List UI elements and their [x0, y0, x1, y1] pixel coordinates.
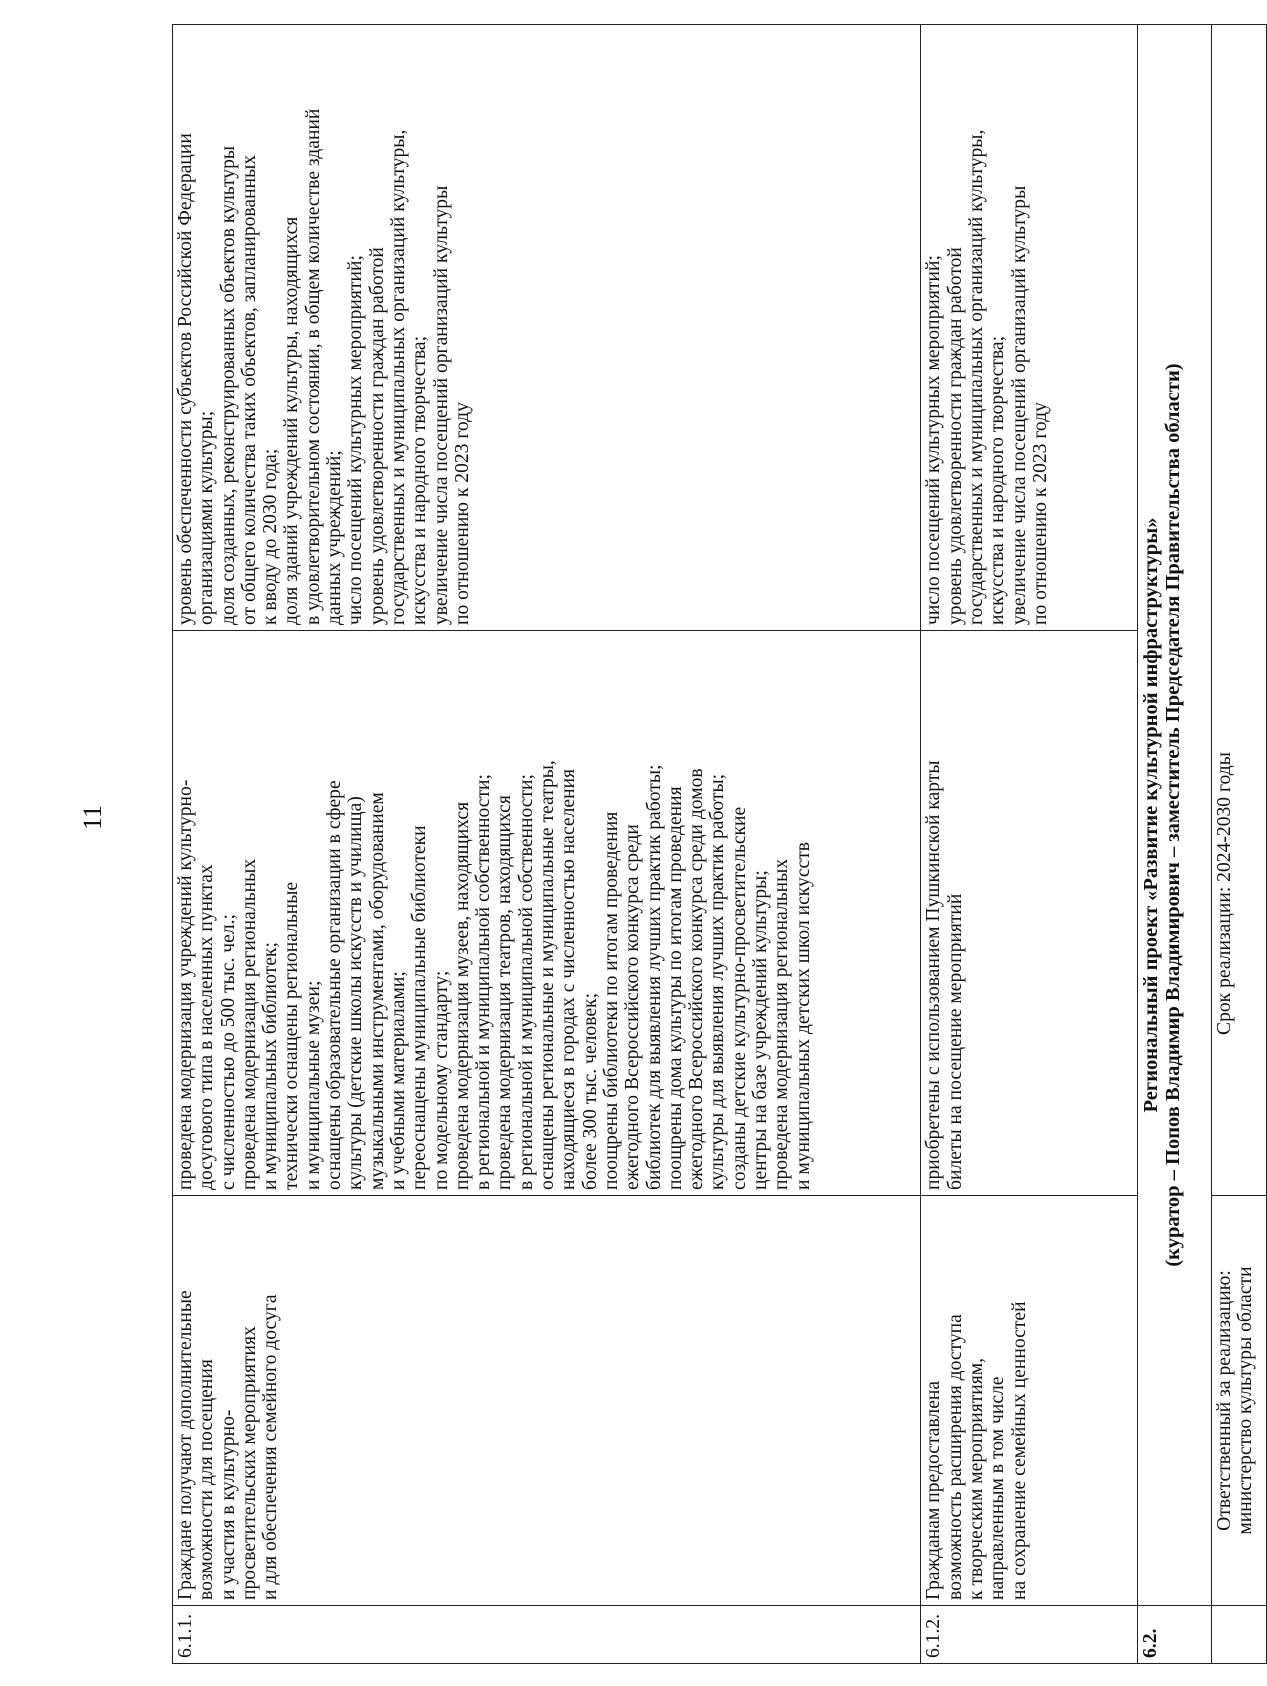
indicator-line: государственных и муниципальных организаций культуры,: [965, 129, 987, 625]
result-line: к творческим мероприятиям,: [965, 1357, 987, 1600]
indicator-line: организациями культуры;: [196, 410, 218, 625]
activity-line: технически оснащены региональные: [281, 881, 303, 1190]
activity-line: ежегодного Всероссийского конкурса среди: [622, 824, 644, 1190]
indicator-line: государственных и муниципальных организаций культуры,: [387, 129, 409, 625]
activity-line: проведена модернизация музеев, находящихся: [451, 801, 473, 1190]
responsible-value: министерство культуры области: [1235, 1266, 1257, 1535]
project-row: [1137, 25, 1211, 1664]
result-cell: [173, 1196, 921, 1606]
activity-line: более 300 тыс. человек;: [579, 992, 601, 1190]
activity-line: созданы детские культурно-просветительские: [728, 806, 750, 1190]
indicators-cell: [921, 25, 1137, 631]
activity-line: культуры для выявления лучших практик работы;: [707, 773, 729, 1190]
activity-line: досугового типа в населенных пунктах: [196, 864, 218, 1190]
project-title: [1137, 25, 1211, 1606]
result-line: возможности для посещения: [196, 1359, 218, 1600]
indicator-line: увеличение числа посещений организаций культуры: [430, 185, 452, 625]
activity-line: библиотек для выявления лучших практик работы;: [643, 764, 665, 1190]
result-line: Гражданам предоставлена: [923, 1380, 945, 1600]
activities-cell: [173, 631, 921, 1196]
term-cell: [1212, 25, 1267, 1196]
activities-cell: [921, 631, 1137, 1196]
result-cell: [921, 1196, 1137, 1606]
indicator-line: увеличение числа посещений организаций культуры: [1008, 185, 1030, 625]
activity-line: с численностью до 500 тыс. чел.;: [217, 914, 239, 1190]
activity-line: и учебными материалами;: [387, 971, 409, 1190]
activity-line: в региональной и муниципальной собственности;: [515, 774, 537, 1190]
activity-line: приобретены с использованием Пушкинской карты: [923, 760, 945, 1190]
responsible-label: Ответственный за реализацию:: [1214, 1270, 1236, 1531]
activity-line: поощрены библиотеки по итогам проведения: [600, 811, 622, 1190]
activity-line: музыкальными инструментами, оборудованием: [366, 792, 388, 1190]
empty-cell: [1212, 1606, 1267, 1664]
activity-line: центры на базе учреждений культуры;: [750, 870, 772, 1190]
result-line: просветительских мероприятиях: [238, 1326, 260, 1600]
activity-line: ежегодного Всероссийского конкурса среди домов: [686, 768, 708, 1190]
row-number: 6.1.2.: [921, 1606, 1137, 1664]
activity-line: проведена модернизация учреждений культурно-: [175, 779, 196, 1190]
indicator-line: данных учреждений;: [324, 450, 346, 625]
project-title-line: Региональный проект «Развитие культурной инфраструктуры»: [1139, 517, 1162, 1113]
result-line: на сохранение семейных ценностей: [1008, 1301, 1030, 1600]
activity-line: поощрены дома культуры по итогам проведения: [664, 786, 686, 1190]
indicator-line: в удовлетворительном состоянии, в общем количестве зданий: [302, 108, 324, 625]
indicator-line: число посещений культурных мероприятий;: [345, 255, 367, 625]
term-text: Срок реализации: 2024-2030 годы: [1214, 752, 1236, 1035]
indicators-cell: [173, 25, 921, 631]
indicator-line: к вводу до 2030 года;: [260, 448, 282, 625]
responsible-cell: [1212, 1196, 1267, 1606]
indicator-line: по отношению к 2023 году: [1029, 402, 1051, 625]
activity-line: в региональной и муниципальной собственности;: [473, 774, 495, 1190]
result-line: Граждане получают дополнительные: [175, 1290, 196, 1600]
page-number: 11: [78, 804, 107, 830]
result-line: направленным в том числе: [987, 1376, 1009, 1600]
indicator-line: по отношению к 2023 году: [451, 402, 473, 625]
row-number: 6.1.1.: [173, 1606, 921, 1664]
indicator-line: доля зданий учреждений культуры, находящихся: [281, 216, 303, 625]
activity-line: проведена модернизация театров, находящихся: [494, 795, 516, 1190]
indicator-line: от общего количества таких объектов, запланированных: [238, 154, 260, 625]
activity-line: билеты на посещение мероприятий: [944, 893, 966, 1190]
result-line: возможность расширения доступа: [944, 1314, 966, 1600]
document-sheet: [172, 24, 1267, 1664]
footer-row: [1212, 25, 1267, 1664]
activity-line: оснащены региональные и муниципальные театры,: [537, 760, 559, 1190]
activity-line: проведена модернизация региональных: [238, 858, 260, 1190]
result-line: и для обеспечения семейного досуга: [260, 1294, 282, 1600]
results-table: [172, 24, 1267, 1664]
activity-line: проведена модернизация региональных: [771, 858, 793, 1190]
project-curator-line: (куратор – Попов Владимир Владимирович – заместитель Председателя Правительства области): [1161, 363, 1184, 1267]
activity-line: и муниципальные музеи;: [302, 980, 324, 1190]
activity-line: оснащены образовательные организации в сфере: [324, 780, 346, 1190]
table-row: [921, 25, 1137, 1664]
indicator-line: число посещений культурных мероприятий;: [923, 255, 945, 625]
indicator-line: искусства и народного творчества;: [987, 335, 1009, 625]
activity-line: культуры (детские школы искусств и училища): [345, 796, 367, 1190]
activity-line: и муниципальных библиотек;: [260, 942, 282, 1190]
activity-line: находящиеся в городах с численностью населения: [558, 768, 580, 1190]
indicator-line: уровень удовлетворенности граждан работой: [944, 247, 966, 625]
indicator-line: доля созданных, реконструированных объектов культуры: [217, 145, 239, 625]
table-row: [173, 25, 921, 1664]
activity-line: и муниципальных детских школ искусств: [792, 841, 814, 1190]
activity-line: переоснащены муниципальные библиотеки: [409, 825, 431, 1190]
project-number: 6.2.: [1137, 1606, 1211, 1664]
indicator-line: уровень обеспеченности субъектов Российской Федерации: [175, 133, 196, 625]
indicator-line: уровень удовлетворенности граждан работой: [366, 247, 388, 625]
activity-line: по модельному стандарту;: [430, 970, 452, 1190]
indicator-line: искусства и народного творчества;: [409, 335, 431, 625]
result-line: и участия в культурно-: [217, 1409, 239, 1600]
